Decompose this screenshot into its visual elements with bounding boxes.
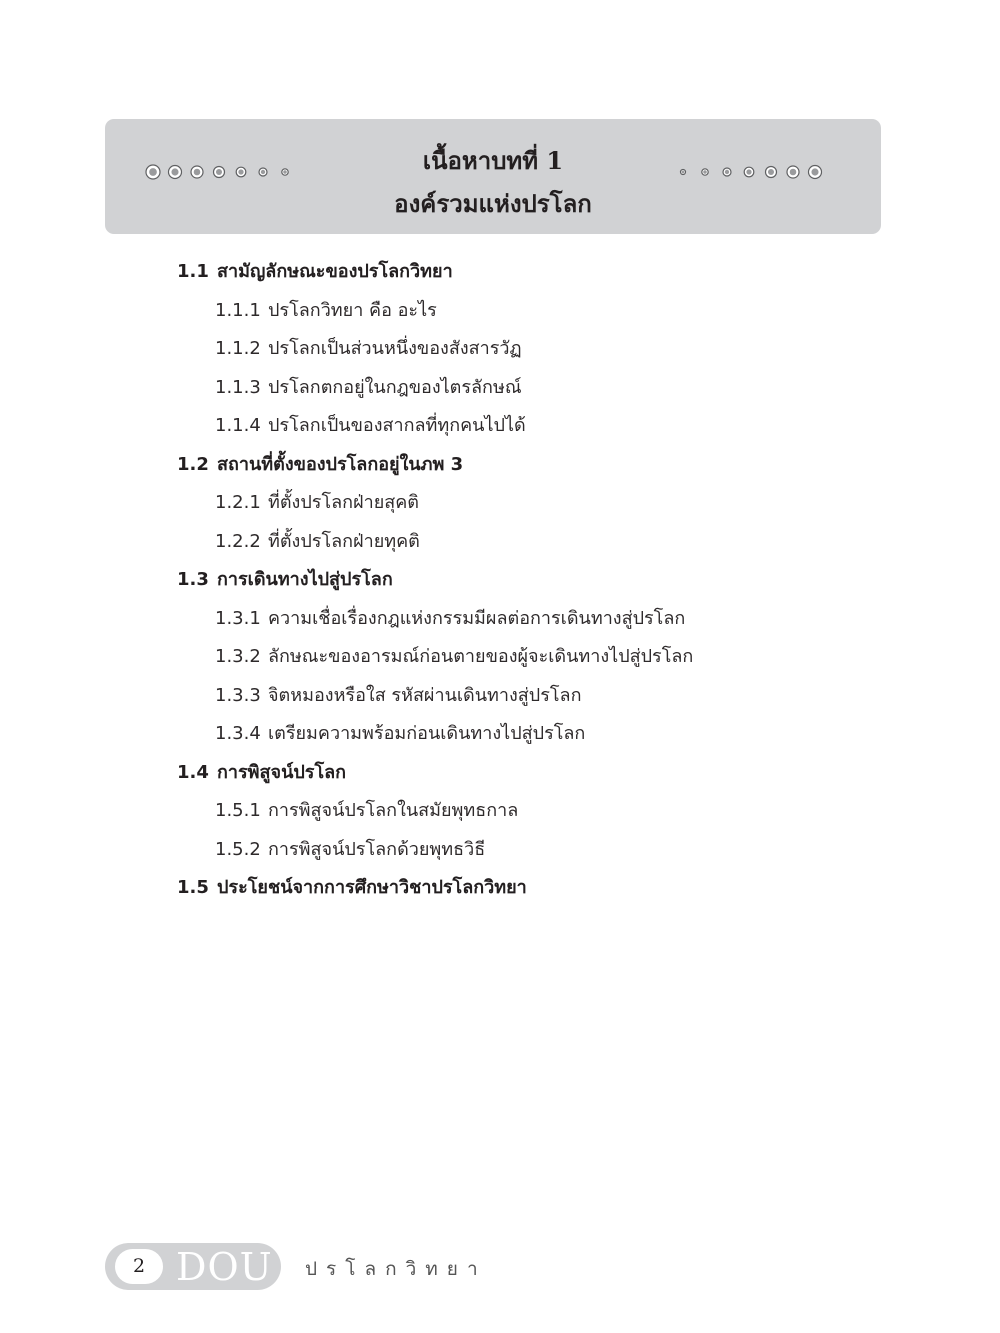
ornament-dot-center	[811, 168, 818, 175]
toc-number: 1.2.2	[215, 530, 261, 552]
toc-subsection	[215, 414, 526, 438]
toc-text: ปรโลกเป็นของสากลที่ทุกคนไปได้	[268, 415, 526, 436]
toc-subsection	[215, 684, 581, 708]
ornament-dot-center	[703, 170, 707, 174]
toc-number: 1.4	[177, 761, 209, 783]
toc-text: การพิสูจน์ปรโลกด้วยพุทธวิธี	[268, 838, 486, 860]
ornament-dot-center	[682, 171, 685, 174]
toc-subsection	[215, 299, 437, 323]
toc-text: การพิสูจน์ปรโลก	[217, 761, 347, 783]
toc-text: จิตหมองหรือใส รหัสผ่านเดินทางสู่ปรโลก	[268, 684, 582, 706]
toc-text: ประโยชน์จากการศึกษาวิชาปรโลกวิทยา	[217, 877, 527, 898]
toc-subsection	[215, 491, 419, 515]
toc-number: 1.1	[177, 261, 209, 282]
toc-text: ที่ตั้งปรโลกฝ่ายสุคติ	[268, 492, 419, 513]
toc-number: 1.1.1	[215, 299, 261, 321]
dot-trail-ornament-icon	[675, 162, 825, 182]
ornament-dot-center	[768, 169, 774, 175]
chapter-title: องค์รวมแห่งปรโลก	[394, 189, 592, 218]
toc-text: ปรโลกตกอยู่ในกฎของไตรลักษณ์	[268, 376, 522, 398]
toc-subsection	[215, 722, 585, 746]
toc-number: 1.5	[177, 877, 209, 898]
toc-subsection	[215, 337, 522, 361]
toc-section	[177, 568, 393, 592]
toc-number: 1.2	[177, 453, 209, 475]
toc-number: 1.3.4	[215, 723, 261, 744]
toc-number: 1.2.1	[215, 492, 261, 513]
page-number: 2	[115, 1249, 163, 1284]
ornament-dot-center	[790, 169, 797, 176]
toc-subsection	[215, 530, 420, 554]
toc-number: 1.3	[177, 569, 209, 590]
brand-logo-text: DOU	[176, 1245, 273, 1289]
toc-number: 1.1.2	[215, 338, 261, 359]
toc-subsection	[215, 607, 685, 631]
course-title: ปรโลกวิทยา	[305, 1258, 487, 1280]
toc-subsection	[215, 376, 522, 400]
toc-text: สามัญลักษณะของปรโลกวิทยา	[217, 261, 453, 282]
toc-section	[177, 761, 346, 785]
toc-text: การพิสูจน์ปรโลกในสมัยพุทธกาล	[268, 800, 519, 821]
toc-text: การเดินทางไปสู่ปรโลก	[217, 569, 393, 590]
toc-number: 1.3.1	[215, 607, 261, 629]
toc-number: 1.3.3	[215, 684, 261, 706]
toc-number: 1.3.2	[215, 646, 261, 667]
toc-section	[177, 453, 463, 477]
toc-subsection	[215, 799, 518, 823]
toc-text: ที่ตั้งปรโลกฝ่ายทุคติ	[268, 530, 420, 552]
chapter-header	[105, 119, 881, 234]
toc-section	[177, 260, 453, 284]
ornament-dot-center	[746, 169, 751, 174]
ornament-dot-center	[725, 170, 729, 174]
toc-text: ปรโลกวิทยา คือ อะไร	[268, 299, 437, 321]
toc-text: เตรียมความพร้อมก่อนเดินทางไปสู่ปรโลก	[268, 723, 586, 744]
toc-text: ความเชื่อเรื่องกฎแห่งกรรมมีผลต่อการเดินทางสู่ปรโลก	[268, 607, 686, 629]
toc-text: ปรโลกเป็นส่วนหนึ่งของสังสารวัฏ	[268, 338, 522, 359]
toc-number: 1.1.3	[215, 376, 261, 398]
toc-subsection	[215, 645, 693, 669]
chapter-number-title: เนื้อหาบทที่ 1	[422, 146, 564, 175]
toc-number: 1.1.4	[215, 415, 261, 436]
toc-subsection	[215, 838, 485, 862]
toc-text: สถานที่ตั้งของปรโลกอยู่ในภพ 3	[217, 453, 464, 475]
toc-text: ลักษณะของอารมณ์ก่อนตายของผู้จะเดินทางไปสู่ปรโลก	[268, 646, 694, 667]
toc-section	[177, 876, 527, 900]
toc-number: 1.5.1	[215, 800, 261, 821]
footer-badge	[105, 1243, 281, 1290]
toc-number: 1.5.2	[215, 838, 261, 860]
